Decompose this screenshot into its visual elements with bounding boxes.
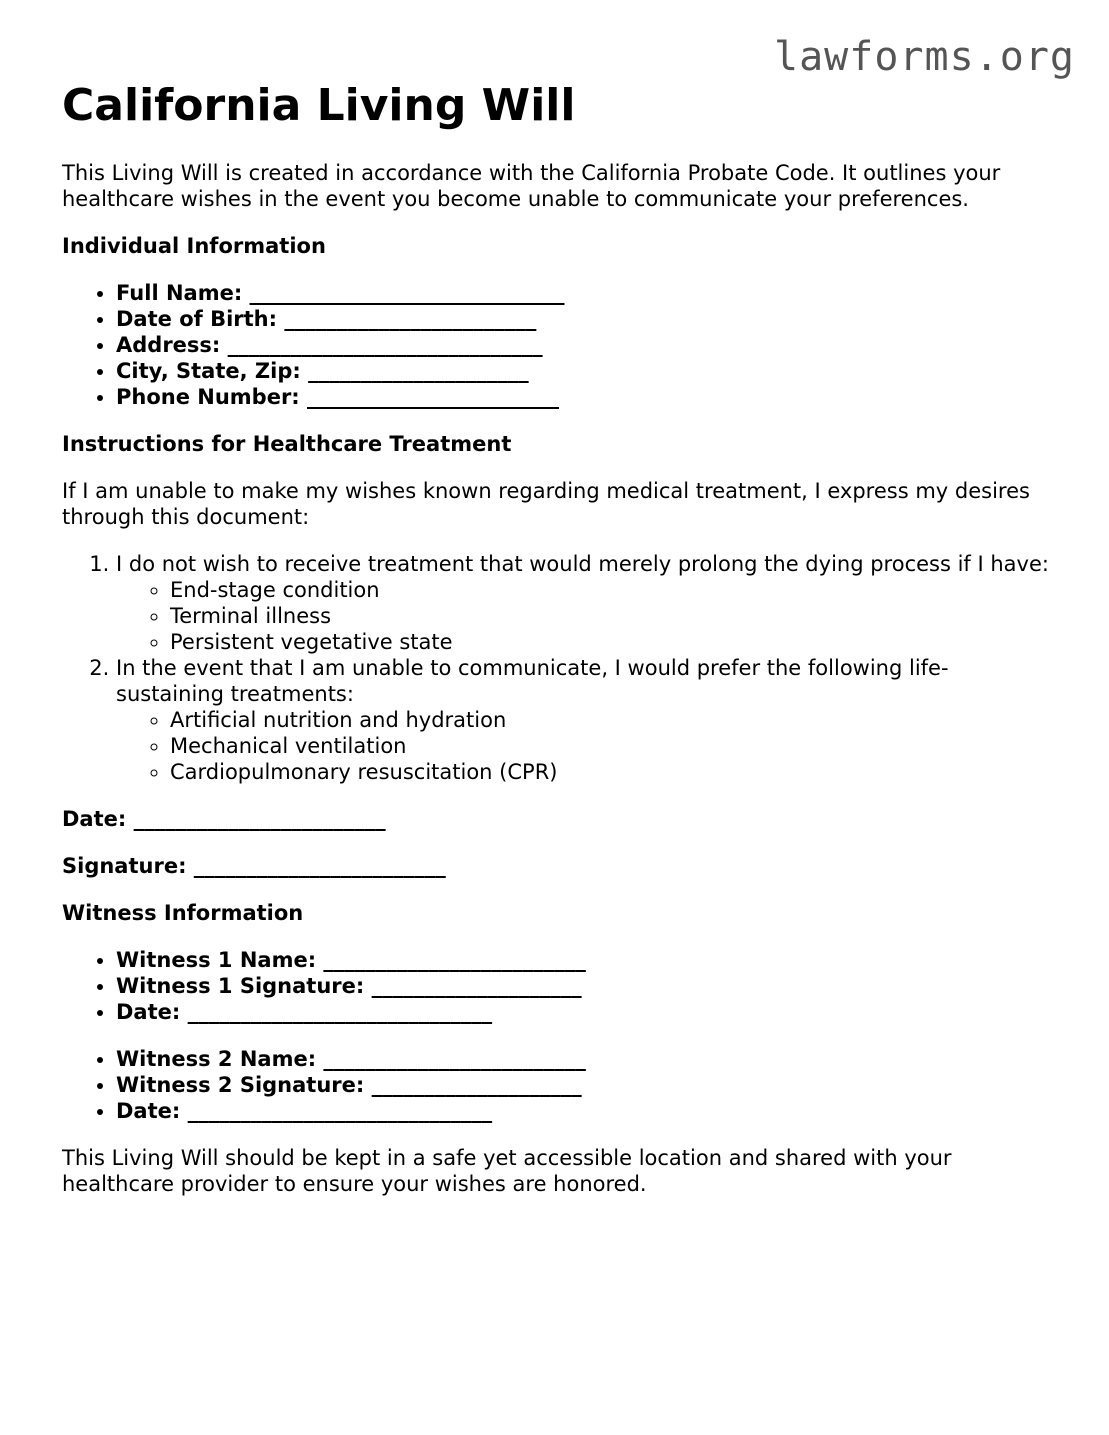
date-line: Date: ________________________	[62, 807, 386, 831]
treatment-item: ◦ Cardiopulmonary resuscitation (CPR)	[170, 759, 1052, 785]
treatment-item: ◦ Artificial nutrition and hydration	[170, 707, 1052, 733]
witness-1-list	[62, 947, 1052, 1025]
site-watermark: lawforms.org	[774, 34, 1075, 80]
instructions-heading: Instructions for Healthcare Treatment	[62, 432, 512, 456]
witness-1-date-field: • Date: _____________________________	[116, 999, 1052, 1025]
condition-item: ◦ End-stage condition	[170, 577, 1052, 603]
instruction-item	[116, 655, 1052, 785]
condition-list	[116, 577, 1052, 655]
witness-1-name-field: • Witness 1 Name: _________________________	[116, 947, 1052, 973]
instruction-item	[116, 551, 1052, 655]
signature-line: Signature: ________________________	[62, 854, 446, 878]
intro-paragraph: This Living Will is created in accordance with the California Probate Code. It outlines your healthcare wishes in the event you become unable to communicate your preferences.	[62, 161, 1001, 211]
individual-info-list	[62, 280, 1052, 410]
witness-2-date-field: • Date: _____________________________	[116, 1098, 1052, 1124]
phone-number-field: • Phone Number: ________________________	[116, 384, 1052, 410]
witness-2-signature-field: • Witness 2 Signature: ____________________	[116, 1072, 1052, 1098]
treatment-list	[116, 707, 1052, 785]
date-of-birth-field: • Date of Birth: ________________________	[116, 306, 1052, 332]
individual-info-heading: Individual Information	[62, 234, 326, 258]
witness-1-signature-field: • Witness 1 Signature: ____________________	[116, 973, 1052, 999]
condition-item: ◦ Persistent vegetative state	[170, 629, 1052, 655]
witness-info-heading: Witness Information	[62, 901, 304, 925]
instructions-list	[62, 551, 1052, 785]
instruction-text: I do not wish to receive treatment that would merely prolong the dying process if I have:	[116, 552, 1049, 576]
document-body	[62, 78, 1052, 1197]
treatment-item: ◦ Mechanical ventilation	[170, 733, 1052, 759]
full-name-field: • Full Name: ______________________________	[116, 280, 1052, 306]
witness-2-list	[62, 1046, 1052, 1124]
closing-paragraph: This Living Will should be kept in a safe yet accessible location and shared with your healthcare provider to ensure your wishes are honored.	[62, 1146, 952, 1196]
instructions-lead: If I am unable to make my wishes known regarding medical treatment, I express my desires through this document:	[62, 479, 1030, 529]
address-field: • Address: ______________________________	[116, 332, 1052, 358]
witness-2-name-field: • Witness 2 Name: _________________________	[116, 1046, 1052, 1072]
city-state-zip-field: • City, State, Zip: _____________________	[116, 358, 1052, 384]
condition-item: ◦ Terminal illness	[170, 603, 1052, 629]
page-title: California Living Will	[62, 80, 576, 131]
instruction-text: In the event that I am unable to communicate, I would prefer the following life-sustaining treatments:	[116, 656, 949, 706]
